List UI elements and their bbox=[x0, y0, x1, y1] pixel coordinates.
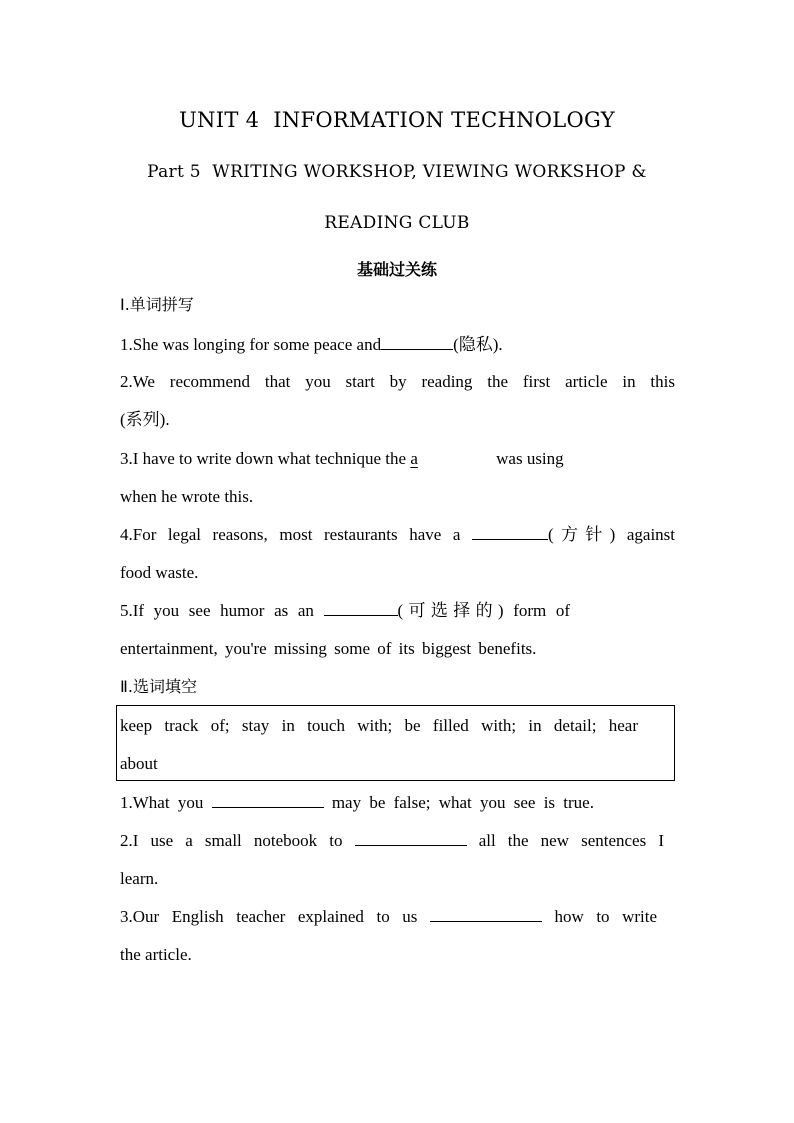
s2-question-1 bbox=[120, 792, 675, 814]
s1-question-4-line-2: food waste. bbox=[120, 563, 199, 582]
s2-question-3-line-2: the article. bbox=[120, 945, 192, 964]
s2-question-3-line-1 bbox=[120, 906, 657, 928]
s1-question-3-line-1 bbox=[120, 448, 650, 470]
s2-q2-prefix: 2.I use a small notebook to bbox=[120, 831, 343, 850]
s2-q3-suffix: how to write bbox=[554, 907, 658, 926]
s2-q3-blank bbox=[430, 907, 542, 922]
s1-question-3-line-2: when he wrote this. bbox=[120, 487, 254, 506]
s1-q1-blank bbox=[381, 335, 453, 350]
s1-question-4-line-1 bbox=[120, 524, 675, 546]
s1-q1-hint: (隐私). bbox=[453, 335, 503, 354]
s1-q5-suffix: form of bbox=[513, 601, 571, 620]
s1-q4-blank bbox=[472, 525, 548, 540]
s1-q4-suffix: against bbox=[626, 525, 676, 544]
s2-q2-blank bbox=[355, 831, 467, 846]
s1-question-5-line-1 bbox=[120, 600, 570, 622]
s1-q3-prefix: 3.I have to write down what technique the bbox=[120, 449, 407, 468]
s1-question-2-line-1: 2.We recommend that you start by reading the first article in this bbox=[120, 372, 675, 391]
s1-question-2-line-2: (系列). bbox=[120, 410, 170, 429]
s2-q2-suffix: all the new sentences I bbox=[478, 831, 664, 850]
s1-q5-hint: (可选择的) bbox=[397, 601, 504, 620]
unit-title: UNIT 4 INFORMATION TECHNOLOGY bbox=[179, 108, 615, 132]
s1-q5-prefix: 5.If you see humor as an bbox=[120, 601, 314, 620]
s1-q4-prefix: 4.For legal reasons, most restaurants have a bbox=[120, 525, 461, 544]
s2-q1-prefix: 1.What you bbox=[120, 793, 204, 812]
word-bank-line-2: about bbox=[120, 754, 158, 773]
s1-q5-blank bbox=[324, 601, 398, 616]
s1-q3-suffix: was using bbox=[496, 449, 564, 468]
s1-q3-letter: a bbox=[410, 449, 418, 468]
s2-question-2-line-1 bbox=[120, 830, 664, 852]
s2-q3-prefix: 3.Our English teacher explained to us bbox=[120, 907, 418, 926]
part-title-line-1: Part 5 WRITING WORKSHOP, VIEWING WORKSHOP & bbox=[147, 162, 647, 182]
s1-question-5-line-2: entertainment, you're missing some of its biggest benefits. bbox=[120, 639, 537, 658]
section-1-heading: Ⅰ.单词拼写 bbox=[120, 295, 194, 314]
s1-q4-hint: (方针) bbox=[547, 525, 616, 544]
s2-q1-suffix: may be false; what you see is true. bbox=[331, 793, 594, 812]
s2-question-2-line-2: learn. bbox=[120, 869, 159, 888]
s2-q1-blank bbox=[212, 793, 324, 808]
s1-q3-blank bbox=[410, 449, 492, 468]
word-bank-line-1: keep track of; stay in touch with; be filled with; in detail; hear bbox=[120, 716, 638, 735]
section-2-heading: Ⅱ.选词填空 bbox=[120, 677, 197, 696]
part-title-line-2: READING CLUB bbox=[324, 213, 470, 233]
section-subtitle: 基础过关练 bbox=[356, 260, 437, 279]
s1-q1-text: 1.She was longing for some peace and bbox=[120, 335, 382, 354]
s1-question-1 bbox=[120, 334, 675, 356]
